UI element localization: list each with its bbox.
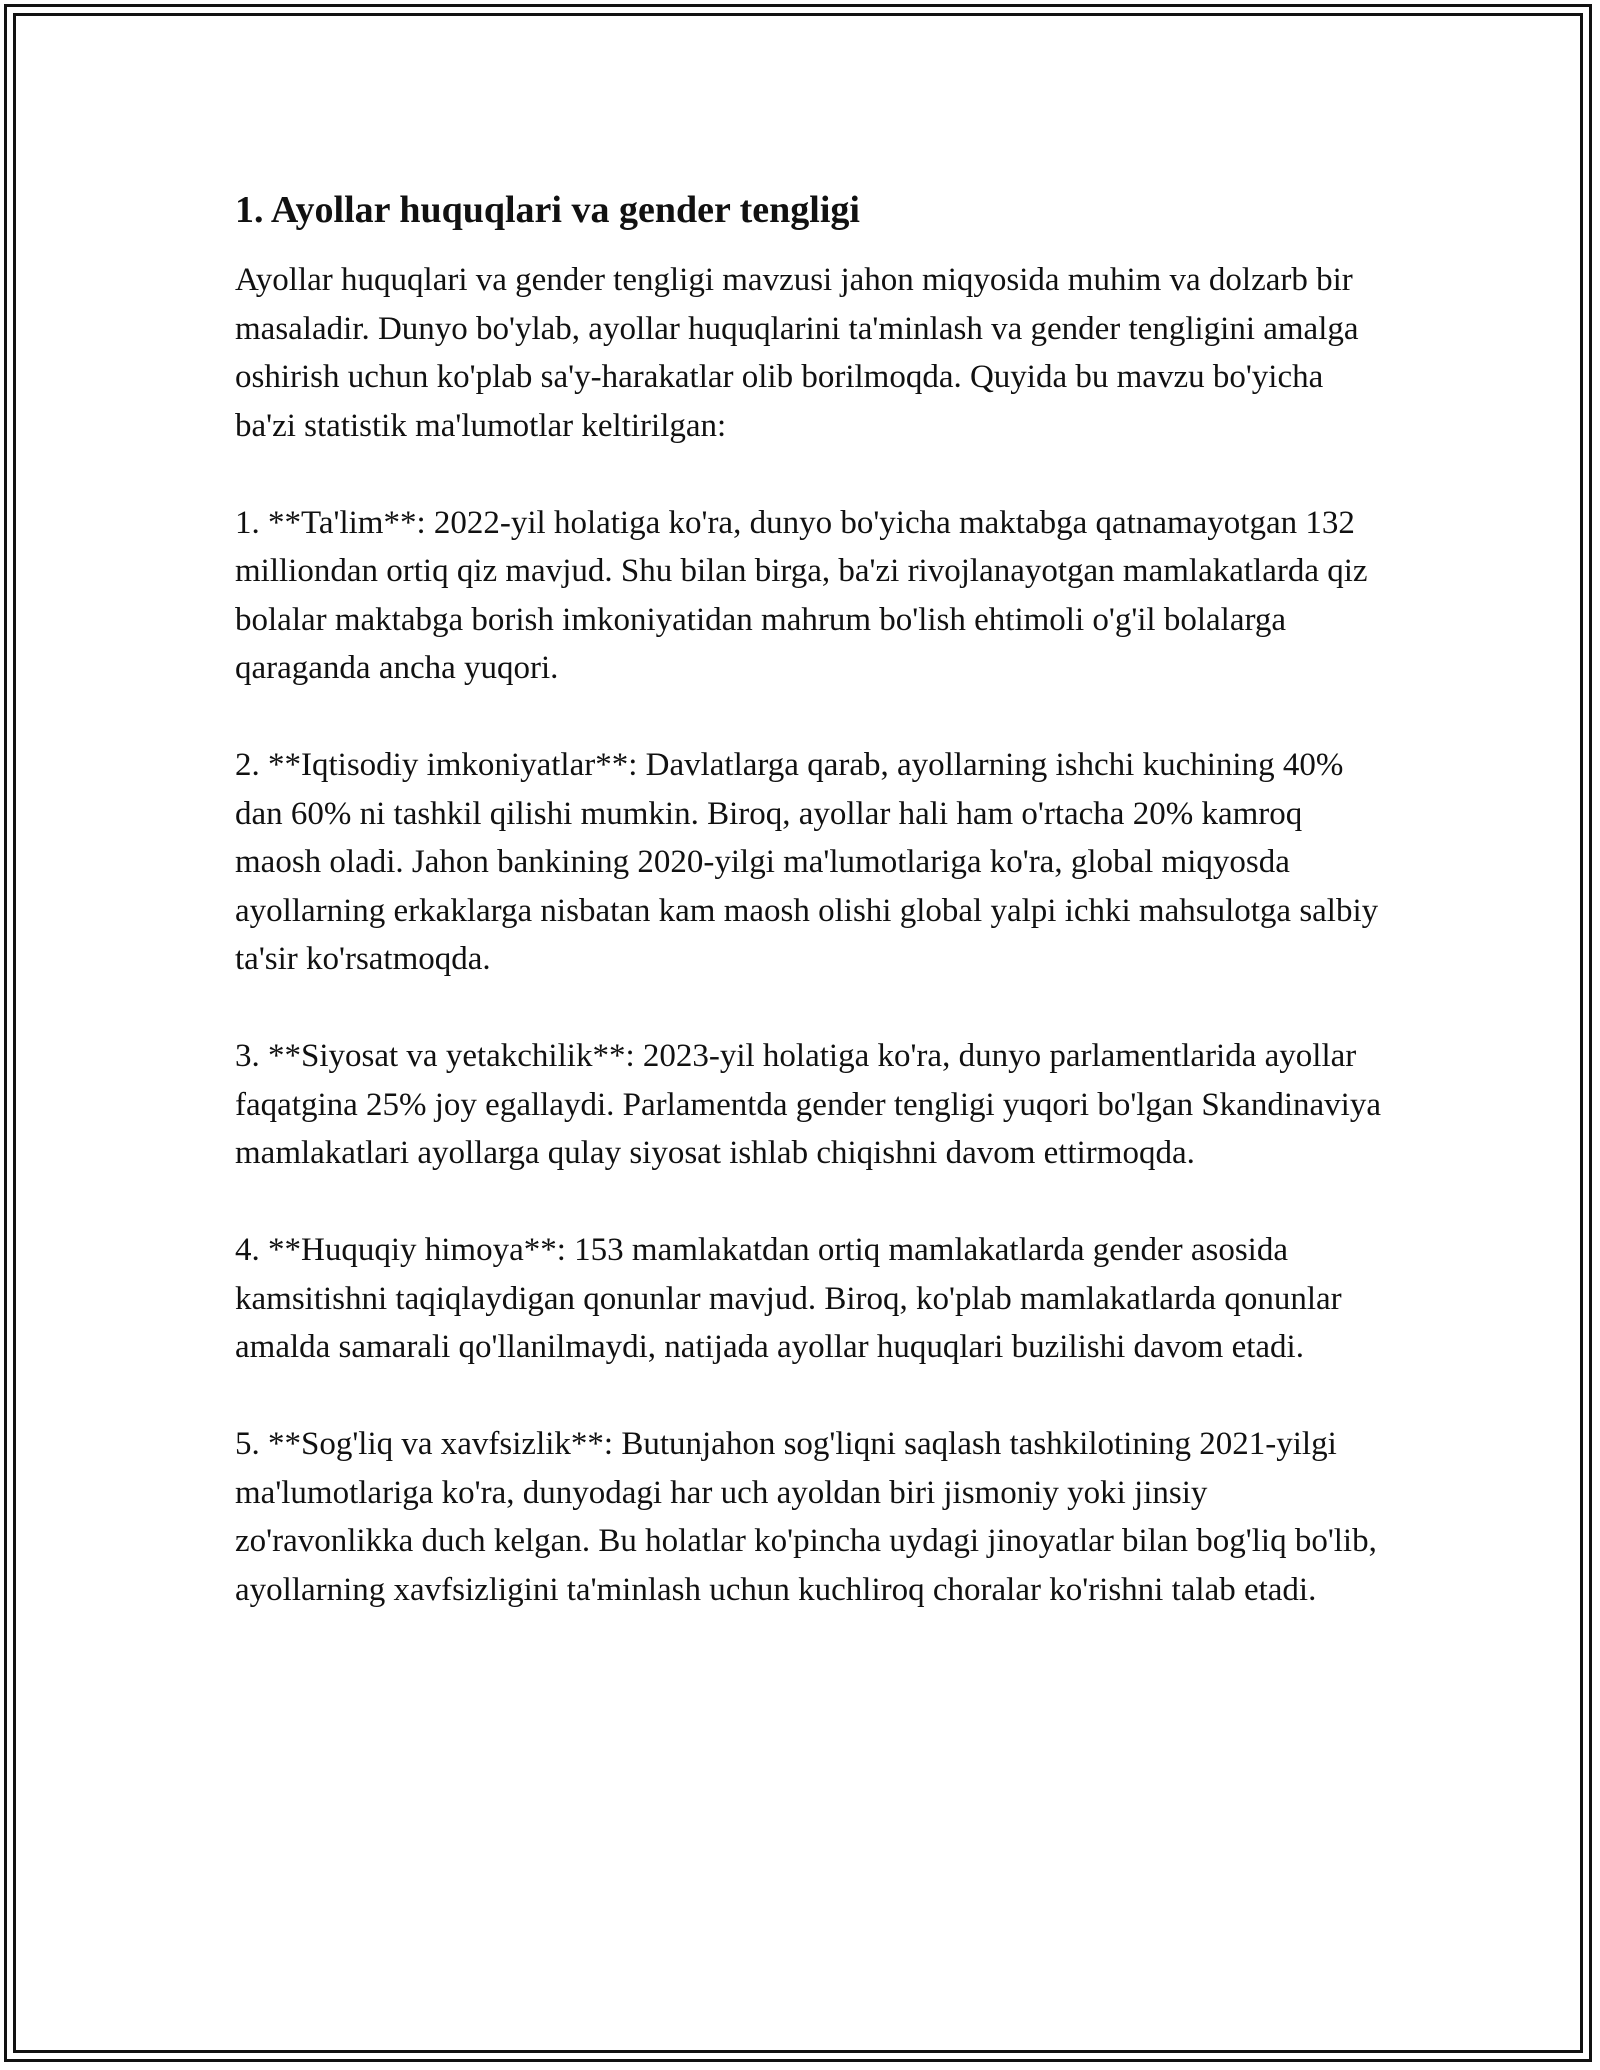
document-title: 1. Ayollar huquqlari va gender tengligi: [235, 189, 860, 231]
list-item-legal-protection: 4. **Huquqiy himoya**: 153 mamlakatdan ortiq mamlakatlarda gender asosida kamsitishni taqiqlaydigan qonunlar mavjud. Biroq, ko'plab mamlakatlarda qonunlar amalda samarali qo'llanilmaydi, natijada ayollar huquqlari buzilishi davom etadi.: [235, 1232, 1342, 1365]
list-item-education: 1. **Ta'lim**: 2022-yil holatiga ko'ra, dunyo bo'yicha maktabga qatnamayotgan 132 milliondan ortiq qiz mavjud. Shu bilan birga, ba'zi rivojlanayotgan mamlakatlarda qiz bolalar maktabga borish imkoniyatidan mahrum bo'lish ehtimoli o'g'il bolalarga qaraganda ancha yuqori.: [235, 504, 1368, 686]
list-item-health-safety: 5. **Sog'liq va xavfsizlik**: Butunjahon sog'liqni saqlash tashkilotining 2021-yilgi ma'lumotlariga ko'ra, dunyodagi har uch ayoldan biri jismoniy yoki jinsiy zo'ravonlikka duch kelgan. Bu holatlar ko'pincha uydagi jinoyatlar bilan bog'liq bo'lib, ayollarning xavfsizligini ta'minlash uchun kuchliroq choralar ko'rishni talab etadi.: [235, 1426, 1377, 1608]
list-item-economic-opportunities: 2. **Iqtisodiy imkoniyatlar**: Davlatlarga qarab, ayollarning ishchi kuchining 40% dan 60% ni tashkil qilishi mumkin. Biroq, ayollar hali ham o'rtacha 20% kamroq maosh oladi. Jahon bankining 2020-yilgi ma'lumotlariga ko'ra, global miqyosda ayollarning erkaklarga nisbatan kam maosh olishi global yalpi ichki mahsulotga salbiy ta'sir ko'rsatmoqda.: [235, 747, 1379, 977]
document-body: [235, 186, 1385, 1663]
list-item-politics-leadership: 3. **Siyosat va yetakchilik**: 2023-yil holatiga ko'ra, dunyo parlamentlarida ayollar faqatgina 25% joy egallaydi. Parlamentda gender tengligi yuqori bo'lgan Skandinaviya mamlakatlari ayollarga qulay siyosat ishlab chiqishni davom ettirmoqda.: [235, 1038, 1381, 1171]
intro-paragraph: Ayollar huquqlari va gender tengligi mavzusi jahon miqyosida muhim va dolzarb bir masaladir. Dunyo bo'ylab, ayollar huquqlarini ta'minlash va gender tengligini amalga oshirish uchun ko'plab sa'y-harakatlar olib borilmoqda. Quyida bu mavzu bo'yicha ba'zi statistik ma'lumotlar keltirilgan:: [235, 262, 1359, 444]
